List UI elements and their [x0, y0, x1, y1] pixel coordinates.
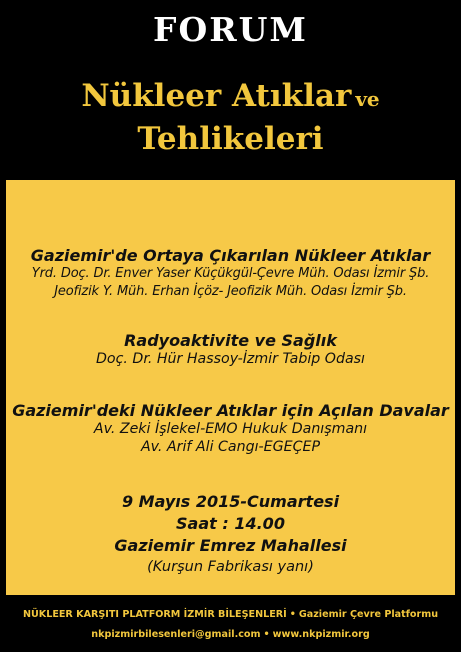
- title-line-1: [0, 78, 461, 114]
- session-3: [6, 401, 455, 456]
- contact-website: www.nkpizmir.org: [272, 629, 370, 640]
- poster-header: [0, 0, 461, 180]
- event-time: Saat : 14.00: [176, 514, 285, 533]
- poster-footer: [0, 608, 461, 642]
- organizer-1: NÜKLEER KARŞITI PLATFORM İZMİR BİLEŞENLERİ: [22, 609, 287, 620]
- speaker: Av. Zeki İşlekel-EMO Hukuk Danışmanı: [93, 421, 368, 437]
- event-place: Gaziemir Emrez Mahallesi: [114, 536, 347, 555]
- title-ve: ve: [355, 87, 380, 111]
- organizers-line: [0, 608, 461, 622]
- speaker: Jeofizik Y. Müh. Erhan İçöz- Jeofizik Müh. Odası İzmir Şb.: [54, 284, 407, 299]
- contact-line: [0, 628, 461, 642]
- organizer-2: Gaziemir Çevre Platformu: [298, 609, 439, 620]
- session-2: [6, 331, 455, 368]
- event-place-note: (Kurşun Fabrikası yanı): [147, 559, 314, 575]
- title-main: Nükleer Atıklar: [81, 78, 352, 114]
- session-heading: Gaziemir'deki Nükleer Atıklar için Açılan Davalar: [12, 401, 449, 420]
- forum-label: FORUM: [153, 10, 308, 49]
- title-line-2: Tehlikeleri: [137, 121, 324, 157]
- event-date: 9 Mayıs 2015-Cumartesi: [121, 492, 340, 511]
- session-heading: Radyoaktivite ve Sağlık: [124, 331, 337, 350]
- contact-email: nkpizmirbilesenleri@gmail.com: [91, 629, 261, 640]
- speaker: Av. Arif Ali Cangı-EGEÇEP: [140, 439, 321, 455]
- session-heading: Gaziemir'de Ortaya Çıkarılan Nükleer Atıklar: [30, 246, 431, 265]
- speaker: Yrd. Doç. Dr. Enver Yaser Küçükgül-Çevre Müh. Odası İzmir Şb.: [31, 266, 430, 281]
- separator-dot: •: [263, 629, 270, 640]
- session-1: [6, 246, 455, 301]
- program-panel: [6, 180, 455, 595]
- separator-dot: •: [289, 609, 296, 620]
- event-details: [6, 491, 455, 577]
- speaker: Doç. Dr. Hür Hassoy-İzmir Tabip Odası: [95, 351, 365, 367]
